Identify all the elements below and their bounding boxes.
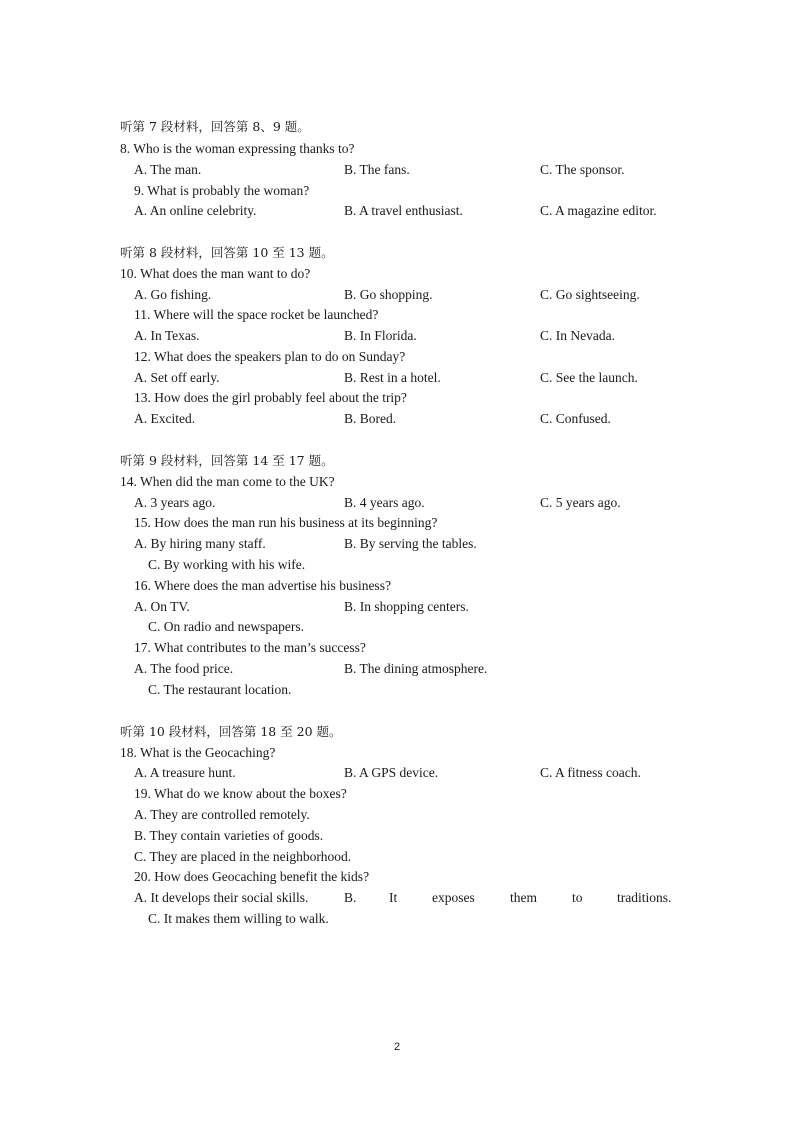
- option-a: A. It develops their social skills.: [134, 890, 309, 905]
- option-row: [0, 160, 794, 180]
- question: 9. What is probably the woman?: [134, 183, 310, 198]
- option-a: A. They are controlled remotely.: [134, 807, 310, 822]
- option-row: [0, 909, 794, 929]
- option-b: B. In Florida.: [344, 328, 417, 343]
- option-b: B. A travel enthusiast.: [344, 203, 463, 218]
- option-b: B. The dining atmosphere.: [344, 661, 488, 676]
- option-c: C. A magazine editor.: [540, 203, 657, 218]
- option-c: C. The restaurant location.: [148, 682, 292, 697]
- option-row: [0, 285, 794, 305]
- option-row: [0, 326, 794, 346]
- question: 8. Who is the woman expressing thanks to?: [120, 141, 355, 156]
- option-b: B. The fans.: [344, 162, 410, 177]
- option-row: [0, 409, 794, 429]
- option-a: A. On TV.: [134, 599, 190, 614]
- option-b: B. Go shopping.: [344, 287, 433, 302]
- option-a: A. 3 years ago.: [134, 495, 216, 510]
- question: 17. What contributes to the man’s success?: [134, 640, 366, 655]
- option-b: B. They contain varieties of goods.: [134, 828, 324, 843]
- page-number: 2: [393, 1041, 401, 1053]
- option-a: A. The man.: [134, 162, 202, 177]
- option-b-word: B.: [344, 890, 357, 905]
- option-c: C. See the launch.: [540, 370, 638, 385]
- option-row: [0, 597, 794, 617]
- option-c: C. On radio and newspapers.: [148, 619, 304, 634]
- option-b: B. By serving the tables.: [344, 536, 477, 551]
- question: 10. What does the man want to do?: [120, 266, 311, 281]
- option-a: A. A treasure hunt.: [134, 765, 236, 780]
- option-c: C. A fitness coach.: [540, 765, 641, 780]
- option-c: C. 5 years ago.: [540, 495, 621, 510]
- question: 12. What does the speakers plan to do on Sunday?: [134, 349, 406, 364]
- question: 15. How does the man run his business at its beginning?: [134, 515, 438, 530]
- option-b: B. A GPS device.: [344, 765, 439, 780]
- question: 19. What do we know about the boxes?: [134, 786, 347, 801]
- option-row: [0, 888, 794, 908]
- section-heading: 听第 8 段材料，回答第 10 至 13 题。: [120, 245, 334, 260]
- option-a: A. Set off early.: [134, 370, 220, 385]
- section-heading: 听第 7 段材料，回答第 8、9 题。: [120, 119, 310, 134]
- question: 18. What is the Geocaching?: [120, 745, 276, 760]
- option-b-word: traditions.: [617, 890, 672, 905]
- option-b: B. Bored.: [344, 411, 397, 426]
- option-b-word: It: [389, 890, 398, 905]
- option-a: A. Excited.: [134, 411, 196, 426]
- option-row: [0, 680, 794, 700]
- question: 20. How does Geocaching benefit the kids?: [134, 869, 370, 884]
- option-row: [0, 826, 794, 846]
- option-row: [0, 534, 794, 554]
- option-a: A. An online celebrity.: [134, 203, 257, 218]
- option-a: A. By hiring many staff.: [134, 536, 266, 551]
- option-row: [0, 805, 794, 825]
- option-row: [0, 201, 794, 221]
- option-c: C. Confused.: [540, 411, 611, 426]
- option-row: [0, 617, 794, 637]
- option-c: C. Go sightseeing.: [540, 287, 640, 302]
- option-c: C. They are placed in the neighborhood.: [134, 849, 352, 864]
- option-c: C. The sponsor.: [540, 162, 625, 177]
- option-row: [0, 368, 794, 388]
- question: 11. Where will the space rocket be launched?: [134, 307, 379, 322]
- option-b-word: exposes: [432, 890, 475, 905]
- question: 14. When did the man come to the UK?: [120, 474, 335, 489]
- option-b: B. Rest in a hotel.: [344, 370, 441, 385]
- option-row: [0, 555, 794, 575]
- option-c: C. It makes them willing to walk.: [148, 911, 329, 926]
- section-heading: 听第 9 段材料，回答第 14 至 17 题。: [120, 453, 334, 468]
- option-b: B. 4 years ago.: [344, 495, 425, 510]
- option-row: [0, 493, 794, 513]
- option-row: [0, 847, 794, 867]
- option-b-word: them: [510, 890, 537, 905]
- option-c: C. In Nevada.: [540, 328, 615, 343]
- question: 16. Where does the man advertise his business?: [134, 578, 391, 593]
- option-c: C. By working with his wife.: [148, 557, 306, 572]
- option-a: A. In Texas.: [134, 328, 200, 343]
- option-a: A. The food price.: [134, 661, 234, 676]
- option-row: [0, 659, 794, 679]
- option-b: B. In shopping centers.: [344, 599, 469, 614]
- section-heading: 听第 10 段材料，回答第 18 至 20 题。: [120, 724, 342, 739]
- option-a: A. Go fishing.: [134, 287, 212, 302]
- option-b-word: to: [572, 890, 583, 905]
- question: 13. How does the girl probably feel about the trip?: [134, 390, 407, 405]
- option-row: [0, 763, 794, 783]
